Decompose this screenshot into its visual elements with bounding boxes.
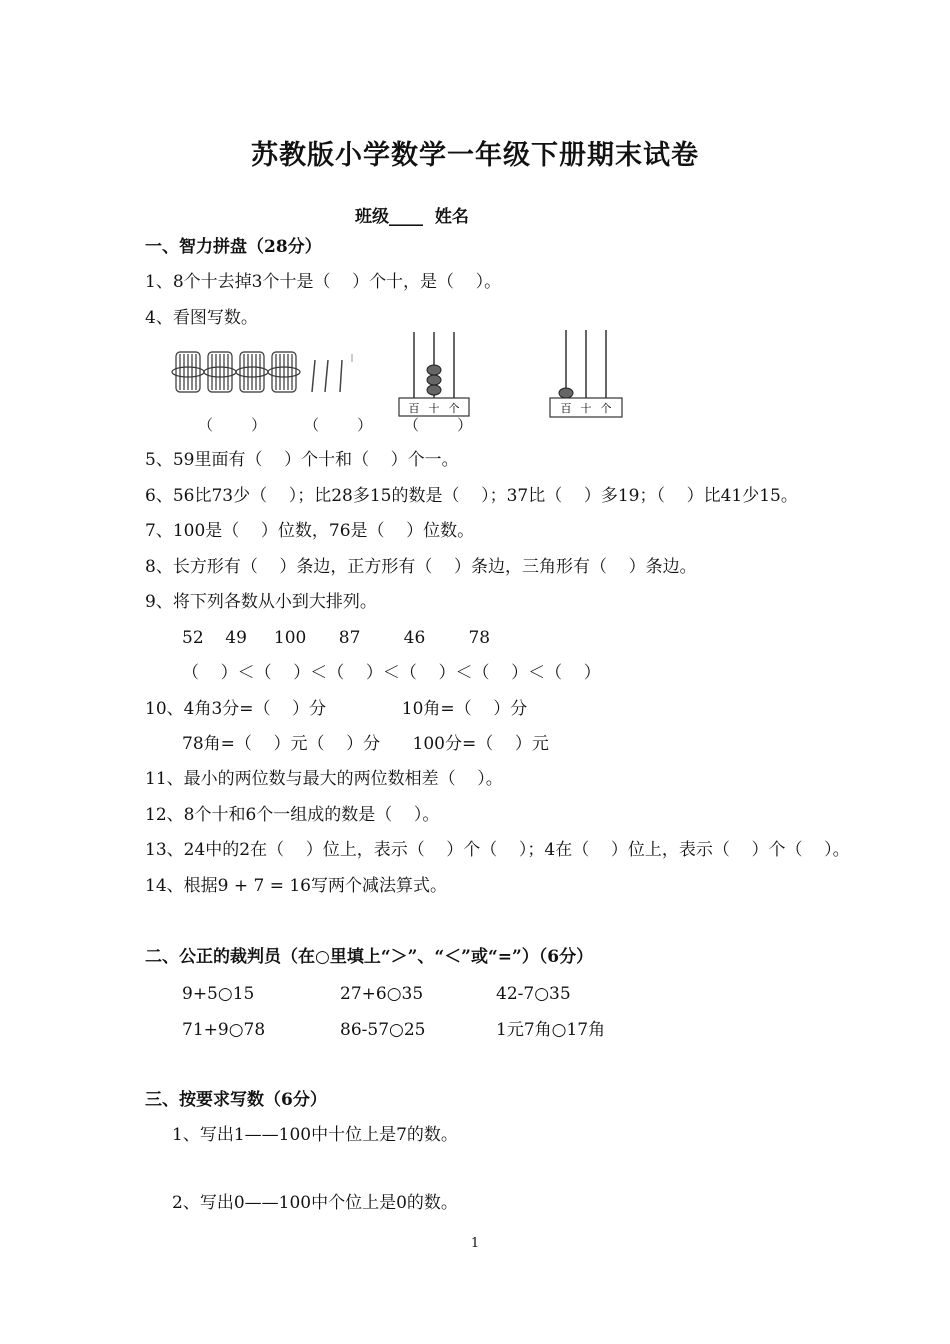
abacus-label-tens: 十	[580, 402, 592, 415]
compare-item: 42-7○35	[496, 984, 571, 1004]
figure-answer-blank-2: （ ）	[304, 416, 373, 434]
abacus-label-ones: 个	[448, 402, 460, 415]
section3-heading: 三、按要求写数（6分）	[145, 1090, 327, 1110]
abacus-label-tens: 十	[428, 402, 440, 415]
section1-heading: 一、智力拼盘（28分）	[145, 237, 322, 257]
section2-heading: 二、公正的裁判员（在○里填上“＞”、“＜”或“=”）（6分）	[145, 947, 594, 967]
question-7: 7、100是（ ）位数，76是（ ）位数。	[145, 521, 475, 541]
compare-item: 9+5○15	[182, 984, 255, 1004]
question-6: 6、56比73少（ ）；比28多15的数是（ ）；37比（ ）多19；（ ）比41少15。	[145, 486, 798, 506]
question-9-blanks: （ ）＜（ ）＜（ ）＜（ ）＜（ ）＜（ ）	[182, 663, 601, 683]
abacus-bead	[427, 365, 441, 375]
abacus-figure-1	[396, 328, 472, 420]
compare-item: 86-57○25	[340, 1020, 426, 1040]
section3-question-2: 2、写出0——100中个位上是0的数。	[172, 1193, 458, 1213]
question-12: 12、8个十和6个一组成的数是（ ）。	[145, 805, 440, 825]
question-11: 11、最小的两位数与最大的两位数相差（ ）。	[145, 769, 503, 789]
question-1: 1、8个十去掉3个十是（ ）个十，是（ ）。	[145, 272, 502, 292]
compare-item: 71+9○78	[182, 1020, 266, 1040]
question-10a: 10、4角3分=（ ）分 10角=（ ）分	[145, 699, 528, 719]
question-8: 8、长方形有（ ）条边，正方形有（ ）条边，三角形有（ ）条边。	[145, 557, 697, 577]
question-10b: 78角=（ ）元（ ）分 100分=（ ）元	[182, 734, 549, 754]
abacus-bead	[559, 388, 573, 398]
question-5: 5、59里面有（ ）个十和（ ）个一。	[145, 450, 459, 470]
abacus-label-hundreds: 百	[408, 402, 420, 415]
abacus-label-ones: 个	[600, 402, 612, 415]
compare-item: 1元7角○17角	[496, 1020, 606, 1040]
page-title: 苏教版小学数学一年级下册期末试卷	[251, 140, 699, 171]
abacus-bead	[427, 385, 441, 395]
page-number: 1	[470, 1236, 480, 1251]
section3-question-1: 1、写出1——100中十位上是7的数。	[172, 1125, 458, 1145]
abacus-label-hundreds: 百	[560, 402, 572, 415]
stick-bundle-3	[236, 352, 268, 392]
class-name-line: 班级____ 姓名	[355, 207, 469, 227]
question-4: 4、看图写数。	[145, 308, 258, 328]
stick-bundle-4	[268, 352, 300, 392]
stick-bundle-1	[172, 352, 204, 392]
question-14: 14、根据9 + 7 = 16写两个减法算式。	[145, 876, 447, 896]
question-9: 9、将下列各数从小到大排列。	[145, 592, 377, 612]
compare-item: 27+6○35	[340, 984, 424, 1004]
figure-answer-blank-3: （ ）	[404, 416, 473, 434]
stick-bundle-2	[204, 352, 236, 392]
abacus-bead	[427, 375, 441, 385]
figure-answer-blank-1: （ ）	[198, 416, 267, 434]
question-13: 13、24中的2在（ ）位上，表示（ ）个（ ）；4在（ ）位上，表示（ ）个（ ）。	[145, 840, 850, 860]
abacus-figure-2	[546, 326, 626, 422]
question-9-numbers: 52 49 100 87 46 78	[182, 628, 491, 648]
stick-bundles-figure	[170, 348, 360, 398]
single-sticks	[312, 354, 352, 392]
